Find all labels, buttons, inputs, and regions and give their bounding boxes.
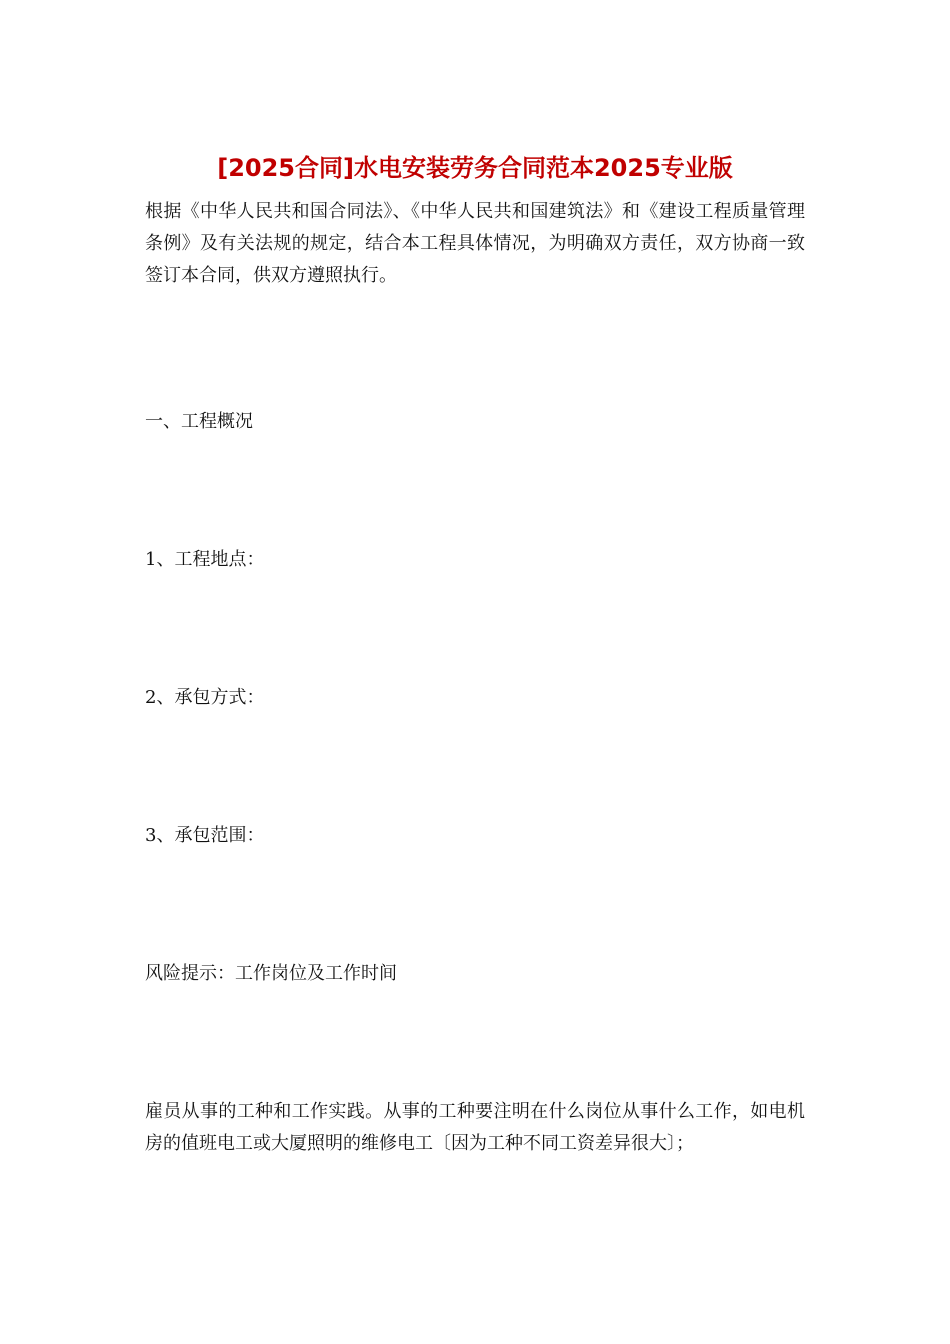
body-paragraph: 雇员从事的工种和工作实践。从事的工种要注明在什么岗位从事什么工作，如电机房的值班电工或大厦照明的维修电工〔因为工种不同工资差异很大〕； (145, 1101, 805, 1154)
intro-paragraph: 根据《中华人民共和国合同法》、《中华人民共和国建筑法》和《建设工程质量管理条例》及有关法规的规定，结合本工程具体情况，为明确双方责任，双方协商一致签订本合同，供双方遵照执行。 (145, 201, 805, 286)
section-heading-project-overview: 一、工程概况 (145, 411, 253, 432)
document-title: [2025合同]水电安装劳务合同范本2025专业版 (217, 154, 733, 182)
item-contract-scope: 3、承包范围： (145, 825, 265, 846)
risk-note: 风险提示：工作岗位及工作时间 (145, 963, 397, 984)
item-contract-method: 2、承包方式： (145, 687, 265, 708)
item-project-location: 1、工程地点： (145, 549, 265, 570)
